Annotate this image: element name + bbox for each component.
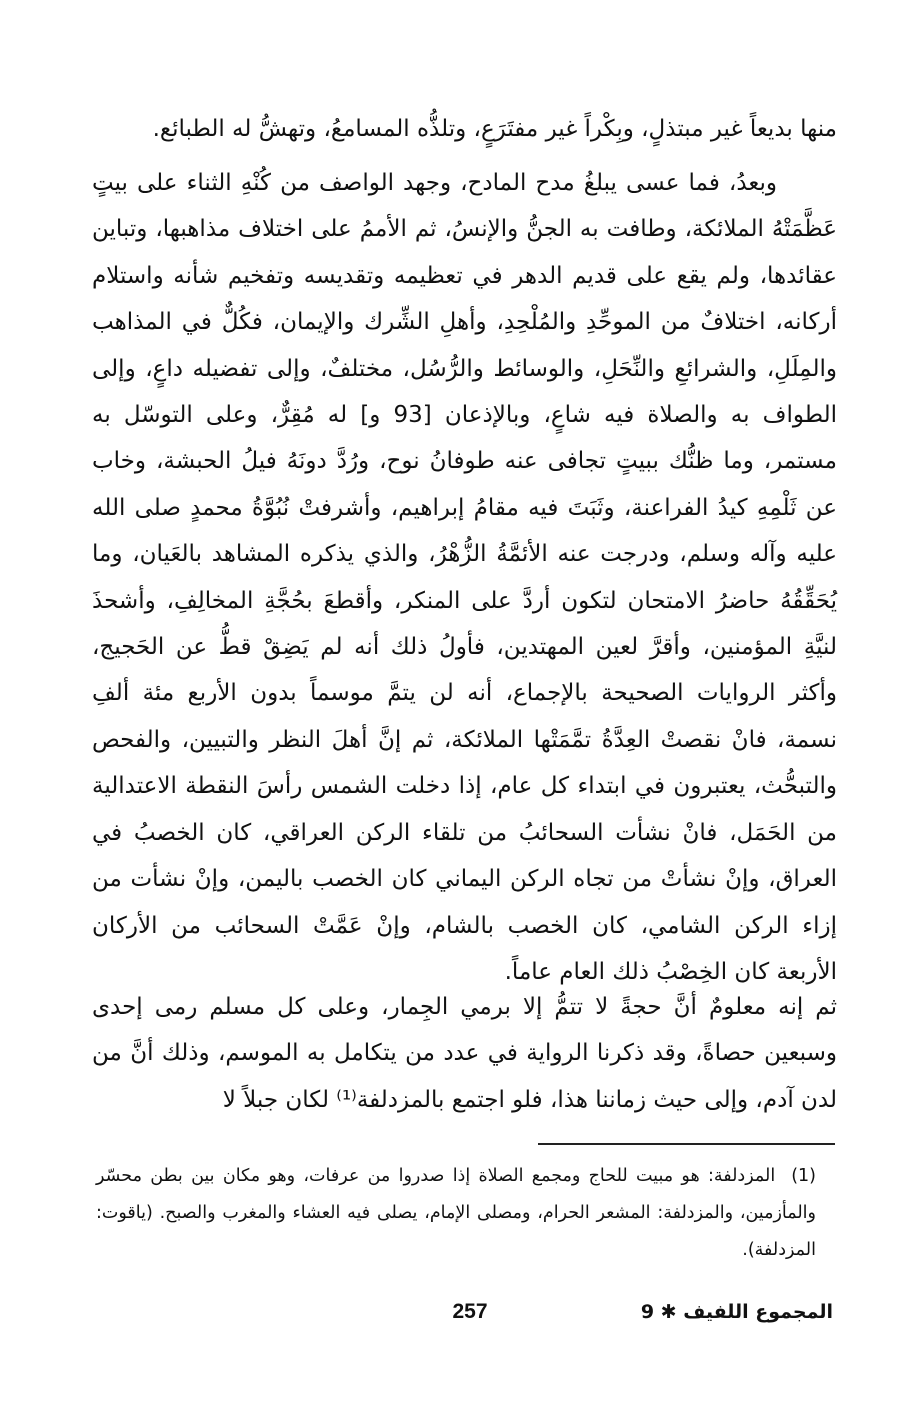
running-title: المجموع اللفيف ✱ 9: [640, 1301, 833, 1323]
footnote-divider: [538, 1143, 835, 1145]
footnote-text: المزدلفة: هو مبيت للحاج ومجمع الصلاة إذا صدروا من عرفات، وهو مكان بين بطن محسّر والمأزمين، والمزدلفة: المشعر الحرام، ومصلى الإمام، يصلى فيه العشاء والمغرب والصبح. (ياقوت: المزدلفة).: [96, 1166, 816, 1260]
body-text-main: [92, 160, 837, 995]
paragraph-main: وبعدُ، فما عسى يبلغُ مدح المادح، وجهد الواصف من كُنْهِ الثناء على بيتٍ عَظَّمَتْهُ الملائكة، وطافت به الجنُّ والإنسُ، ثم الأممُ على اختلاف مذاهبها، وتباين عقائدها، ولم يقع على قديم الدهر في تعظيمه وتقديسه وتفخيم شأنه واستلام أركانه، اختلافٌ من الموحِّدِ والمُلْحِدِ، وأهلِ الشِّرك والإيمان، فكُلٌّ في المذاهب والمِلَلِ، والشرائعِ والنِّحَلِ، والوسائط والرُّسُل، مختلفٌ، وإلى تفضيله داعٍ، وإلى الطواف به والصلاة فيه شاعٍ، وبالإذعان [93 و] له مُقِرٌّ، وعلى التوسّل به مستمر، وما ظنُّك ببيتٍ تجافى عنه طوفانُ نوح، ورُدَّ دونَهُ فيلُ الحبشة، وخاب عن ثَلْمِهِ كيدُ الفراعنة، وثَبَتَ فيه مقامُ إبراهيم، وأشرفتْ نُبُوَّةُ محمدٍ صلى الله عليه وآله وسلم، ودرجت عنه الأئمَّةُ الزُّهْرُ، والذي يذكره المشاهد بالعَيان، وما يُحَقِّقُهُ حاضرُ الامتحان لتكون أردَّ على المنكر، وأقطعَ بحُجَّةِ المخالِفِ، وأشحذَ لنيَّةِ المؤمنين، وأقرَّ لعين المهتدين، فأولُ ذلك أنه لم يَضِقْ قطُّ عن الحَجيج، وأكثر الروايات الصحيحة بالإجماع، أنه لن يتمَّ موسماً بدون الأربع مئة ألفِ نسمة، فانْ نقصتْ العِدَّةُ تمَّمَتْها الملائكة، ثم إنَّ أهلَ النظر والتبيين، والفحص والتبحُّث، يعتبرون في ابتداء كل عام، إذا دخلت الشمس رأسَ النقطة الاعتدالية من الحَمَل، فانْ نشأت السحائبُ من تلقاء الركن العراقي، كان الخصبُ في العراق، وإنْ نشأتْ من تجاه الركن اليماني كان الخصب باليمن، وإنْ نشأت من إزاء الركن الشامي، كان الخصب بالشام، وإنْ عَمَّتْ السحائب من الأركان الأربعة كان الخِصْبُ ذلك العام عاماً.: [92, 170, 837, 985]
paragraph-continuation: منها بديعاً غير مبتذلٍ، وبِكْراً غير مفتَرَعٍ، وتلذُّه المسامعُ، وتهشُّ له الطبائع.: [152, 116, 837, 142]
page-number: 257: [452, 1300, 488, 1323]
footnote-marker: (1): [791, 1166, 816, 1186]
body-text-top: [92, 106, 837, 152]
body-text-bottom: [92, 984, 837, 1123]
footnote: [96, 1158, 816, 1269]
paragraph-final: ثم إنه معلومٌ أنَّ حجةً لا تتمُّ إلا برمي الجِمار، وعلى كل مسلم رمى إحدى وسبعين حصاةً، وقد ذكرنا الرواية في عدد من يتكامل به الموسم، وذلك أنَّ من لدن آدم، وإلى حيث زماننا هذا، فلو اجتمع بالمزدلفة⁽¹⁾ لكان جبلاً لا: [92, 994, 837, 1113]
